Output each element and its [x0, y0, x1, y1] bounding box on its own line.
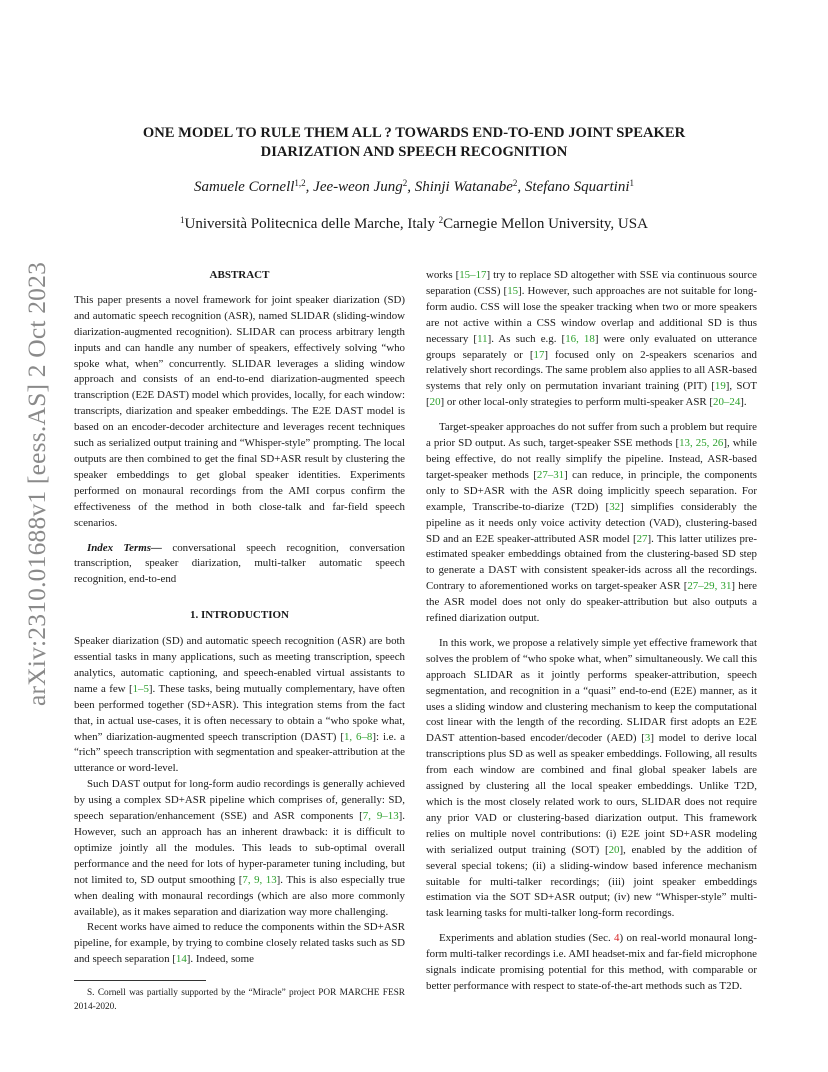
- index-terms-text: conversational speech recognition, conversation transcription, speaker diarization, multi-talker automatic speech recognition, end-to-end: [74, 541, 405, 586]
- author-name: Jee-weon Jung: [313, 179, 403, 195]
- body-paragraph: works [15–17] try to replace SD altogether with SSE via continuous source separation (CSS) [15]. However, such approaches are not suitable for long-form audio. CSS will lose the speaker tracking when two or more speakers are not active within a CSS window overlap and additional SD is thus necessary [11]. As such e.g. [16, 18] were only evaluated on utterance groups separately or [17] focused only on 2-speakers scenarios and relatively short recordings. The same problem also applies to all ASR-based systems that rely only on permutation invariant training (PIT) [19], SOT [20] or other local-only strategies to perform multi-speaker ASR [20–24].: [426, 269, 758, 409]
- citation-link[interactable]: 20–24: [713, 396, 741, 409]
- citation-link[interactable]: 19: [714, 380, 726, 393]
- body-paragraph: Experiments and ablation studies (Sec. 4) on real-world monaural long-form multi-talker recordings i.e. AMI headset-mix and far-field microphone signals indicate promising potential for this method, with comparable or better performance with respect to state-of-the-art methods such as T2D.: [426, 932, 757, 992]
- author-affil-mark: 1: [629, 178, 634, 188]
- citation-link[interactable]: 7, 9, 13: [242, 873, 277, 886]
- citation-link[interactable]: 27–29, 31: [687, 580, 732, 593]
- intro-paragraph: Recent works have aimed to reduce the components within the SD+ASR pipeline, for example, by trying to combine closely related tasks such as SD and speech separation [14]. Indeed, some: [74, 921, 405, 966]
- citation-link[interactable]: 1–5: [132, 682, 149, 695]
- abstract-heading: ABSTRACT: [209, 269, 270, 281]
- author-list: Samuele Cornell$^{1,2}$, Jee-weon Jung$^2$, Shinji Watanabe$^2$, Stefano Squartini$^1$: [194, 178, 634, 195]
- citation-link[interactable]: 13, 25, 26: [679, 437, 724, 450]
- citation-link[interactable]: 17: [533, 348, 545, 361]
- citation-link[interactable]: 14: [175, 953, 187, 966]
- intro-paragraph: Such DAST output for long-form audio recordings is generally achieved by using a complex SD+ASR pipeline which comprises of, generally: SD, speech separation/enhancement (SSE) and ASR components [7, 9–13]. However, such an approach has an inherent drawback: it is difficult to optimize jointly all the modules. This leads to sub-optimal overall performance and the need for lots of hyper-parameter tuning including, but not limited to, SD output smoothing [7, 9, 13]. This is also especially true when dealing with monaural recordings (which are also more commonly available), as it makes separation and diarization way more challenging.: [74, 778, 405, 918]
- citation-link[interactable]: 3: [644, 732, 651, 745]
- arxiv-sidebar-stamp: [22, 261, 52, 707]
- footnote-rule: [74, 980, 206, 981]
- arxiv-id: arXiv:2310.01688v1 [eess.AS] 2 Oct 2023: [22, 261, 51, 707]
- citation-link[interactable]: 20: [608, 843, 620, 856]
- section-heading-introduction: 1. INTRODUCTION: [189, 609, 289, 622]
- affiliation-2: Carnegie Mellon University, USA: [443, 216, 648, 232]
- affiliation-1: Università Politecnica delle Marche, Italy: [184, 216, 439, 232]
- affiliations: [90, 216, 738, 233]
- body-paragraph: In this work, we propose a relatively simple yet effective framework that solves the problem of “who spoke what, when” simultaneously. We call this approach SLIDAR as it jointly performs speaker-attribution, speech segmentation, and recognition in a “quasi” end-to-end (E2E) manner, as it uses a sliding window and clustering mechanism to keep the computational cost linear with the length of the recording. SLIDAR first adopts an E2E DAST attention-based encoder/decoder (AED) [3] model to derive local transcriptions plus SD as well as speaker embeddings. Following, all results from each window are combined and final global speaker labels are assigned by clustering all the local speaker embeddings. Unlike T2D, which is the most closely related work to ours, SLIDAR does not require any prior VAD or clustering-based diarization output. This framework relies on multiple novel contributions: (i) E2E joint SD+ASR modeling with serialized output training (SOT) [20], enabled by the addition of several special tokens; (ii) a sliding-window based inference mechanism suitable for multi-talker recordings; (iii) joint speaker embeddings estimation via the SOT SD+ASR output; (iv) new “Whisper-style” multi-task learning tasks for multi-talker long-form recordings.: [426, 636, 757, 920]
- paper-title: [90, 124, 738, 162]
- citation-link[interactable]: 27–31: [536, 468, 565, 481]
- citation-link[interactable]: 16, 18: [565, 332, 595, 345]
- title-line-1: ONE MODEL TO RULE THEM ALL ? TOWARDS END-TO-END JOINT SPEAKER: [142, 125, 686, 141]
- author-affil-mark: 2: [512, 178, 518, 188]
- section-ref-link[interactable]: 4: [614, 932, 620, 945]
- body-paragraph: Target-speaker approaches do not suffer from such a problem but require a prior SD output. As such, target-speaker SSE methods [13, 25, 26], while being effective, do not really simplify the pipeline. Instead, ASR-based target-speaker methods [27–31] can reduce, in principle, the components only to SD+ASR with the ASR doing implicitly speech separation. For example, Transcribe-to-diarize (T2D) [32] simplifies considerably the pipeline as it needs only voice activity detection (VAD), clustering-based SD and an E2E speaker-attributed ASR model [27]. This latter utilizes pre-estimated speaker embeddings obtained from the clustering-based SD step to generate a DAST with consistent speaker-ids across all the recordings. Contrary to aforementioned works on target-speaker ASR [27–29, 31] here the ASR model does not only do speaker-attribution but also outputs a refined diarization output.: [426, 421, 758, 625]
- author-name: Samuele Cornell: [194, 179, 295, 195]
- author-name: Shinji Watanabe: [414, 179, 513, 195]
- title-line-2: DIARIZATION AND SPEECH RECOGNITION: [260, 144, 568, 160]
- right-column: [426, 268, 757, 995]
- author-affil-mark: 2: [402, 178, 408, 188]
- citation-link[interactable]: 32: [609, 500, 621, 513]
- intro-paragraph: Speaker diarization (SD) and automatic speech recognition (ASR) are both essential tasks in many applications, such as meeting transcription, speech analytics, automatic captioning, and speech-enabled virtual assistants to name a few [1–5]. These tasks, being mutually complementary, have often been performed together (SD+ASR). This integration stems from the fact that, in actual use-cases, it is often necessary to obtain a “who spoke what, when” diarization-augmented speech transcription (DAST) [1, 6–8]: i.e. a “rich” speech transcription with segmentation and speaker-attribution at the utterance or word-level.: [74, 635, 405, 775]
- citation-link[interactable]: 1, 6–8: [343, 730, 373, 743]
- citation-link[interactable]: 20: [429, 396, 441, 409]
- author-name: Stefano Squartini: [524, 179, 630, 195]
- citation-link[interactable]: 7, 9–13: [362, 810, 399, 823]
- author-affil-mark: 1,2: [294, 178, 306, 188]
- footnote: S. Cornell was partially supported by the “Miracle” project POR MARCHE FESR 2014-2020.: [74, 988, 405, 1012]
- citation-link[interactable]: 15: [507, 284, 519, 297]
- affil-mark: 1: [180, 215, 185, 225]
- citation-link[interactable]: 27: [636, 532, 648, 545]
- citation-link[interactable]: 11: [477, 332, 488, 345]
- abstract-text: This paper presents a novel framework for joint speaker diarization (SD) and automatic speech recognition (ASR), named SLIDAR (sliding-window diarization-augmented recognition). SLIDAR can process arbitrary length inputs and can handle any number of speakers, effectively solving “who spoke what, when” concurrently. SLIDAR leverages a sliding window approach and consists of an end-to-end diarization-augmented speech transcription (E2E DAST) model which provides, locally, for each window: transcripts, diarization and speaker embeddings. The E2E DAST model is based on an encoder-decoder architecture and leverages recent techniques such as serialized output training and “Whisper-style” prompting. The local outputs are then combined to get the final SD+ASR result by clustering the speaker embeddings to get global speaker identities. Experiments performed on monaural recordings from the AMI corpus confirm the effectiveness of the method in both close-talk and far-field speech scenarios.: [74, 293, 405, 529]
- index-terms: [74, 541, 405, 589]
- index-terms-label: Index Terms—: [87, 541, 162, 554]
- citation-link[interactable]: 15–17: [459, 269, 487, 281]
- affil-mark: 2: [438, 215, 444, 225]
- left-column: [74, 268, 405, 1014]
